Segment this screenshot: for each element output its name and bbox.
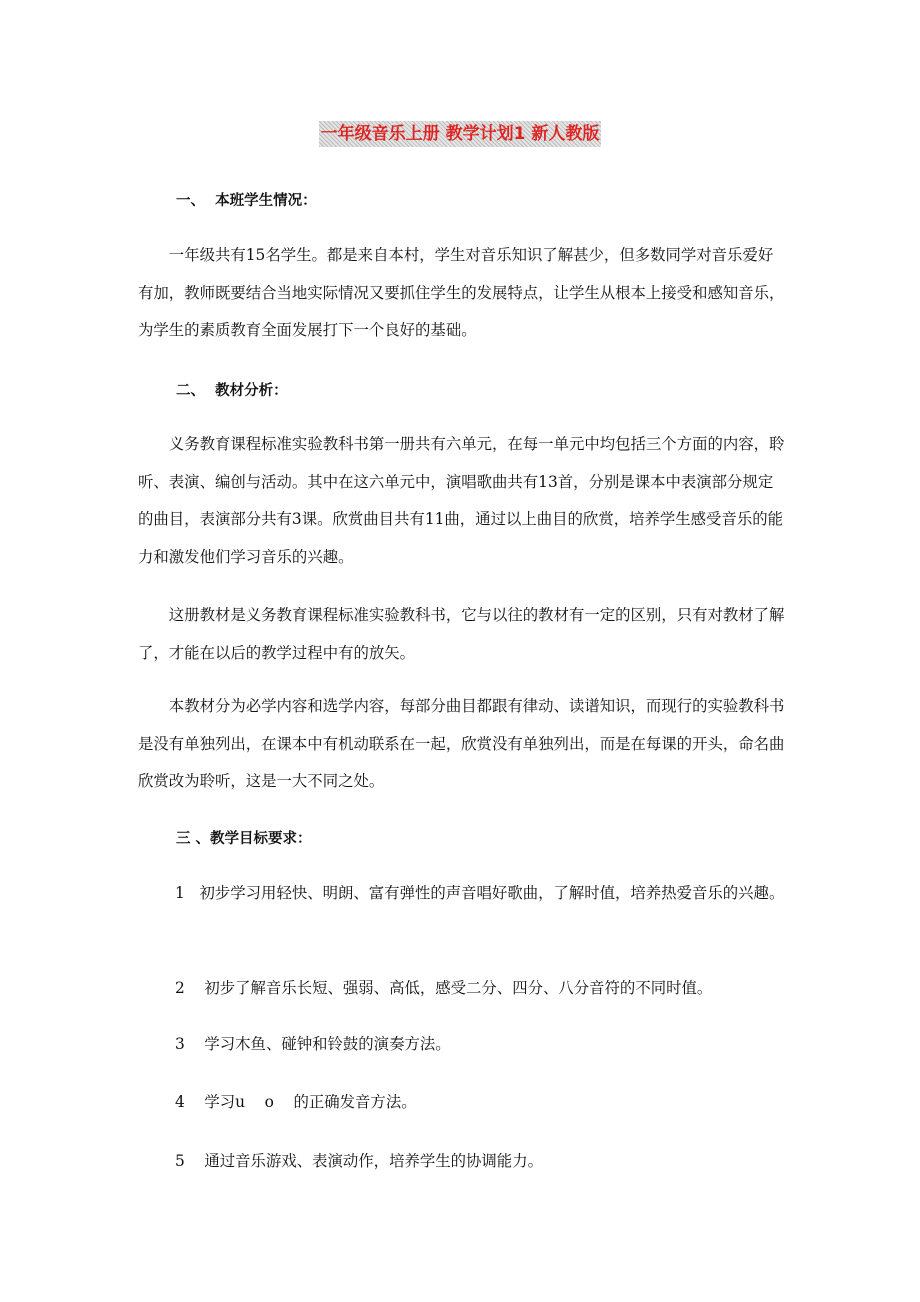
goal-item-5 bbox=[138, 1143, 788, 1181]
section-2-paragraph-1: 义务教育课程标准实验教科书第一册共有六单元，在每一单元中均包括三个方面的内容，聆听、表演、编创与活动。其中在这六单元中，演唱歌曲共有13首，分别是课本中表演部分规定的曲目，表演部分共有3课。欣赏曲目共有11曲，通过以上曲目的欣赏，培养学生感受音乐的能力和激发他们学习音乐的兴趣。 bbox=[138, 435, 785, 566]
goal-item-number: 4 bbox=[175, 1093, 185, 1111]
goal-item-number: 5 bbox=[175, 1152, 185, 1170]
section-2-paragraph-3: 本教材分为必学内容和选学内容，每部分曲目都跟有律动、读谱知识，而现行的实验教科书是没有单独列出，在课本中有机动联系在一起，欣赏没有单独列出，而是在每课的开头，命名曲欣赏改为聆听，这是一大不同之处。 bbox=[138, 697, 785, 790]
section-1-heading: 一、 本班学生情况： bbox=[176, 193, 317, 209]
title-block bbox=[0, 121, 920, 147]
goal-item-4 bbox=[138, 1084, 788, 1122]
goal-item-number: 1 bbox=[175, 884, 185, 902]
goal-item-2 bbox=[138, 970, 788, 1008]
goal-item-text: 通过音乐游戏、表演动作，培养学生的协调能力。 bbox=[204, 1152, 543, 1170]
section-3-heading: 三 、教学目标要求： bbox=[176, 831, 312, 847]
goal-item-text: 初步了解音乐长短、强弱、高低，感受二分、四分、八分音符的不同时值。 bbox=[204, 979, 713, 997]
goal-item-3 bbox=[138, 1026, 788, 1064]
section-1-paragraph-1: 一年级共有15名学生。都是来自本村，学生对音乐知识了解甚少，但多数同学对音乐爱好有加，教师既要结合当地实际情况又要抓住学生的发展特点，让学生从根本上接受和感知音乐，为学生的素质教育全面发展打下一个良好的基础。 bbox=[138, 246, 785, 339]
document-title: 一年级音乐上册 教学计划1 新人教版 bbox=[319, 121, 602, 147]
goal-item-number: 3 bbox=[175, 1035, 185, 1053]
goal-item-text: 学习木鱼、碰钟和铃鼓的演奏方法。 bbox=[204, 1035, 451, 1053]
goal-item-number: 2 bbox=[175, 979, 185, 997]
goal-item-1 bbox=[138, 875, 788, 913]
section-2-heading: 二、 教材分析： bbox=[176, 383, 288, 399]
goal-item-text: 学习u o 的正确发音方法。 bbox=[204, 1093, 417, 1111]
section-2-paragraph-2: 这册教材是义务教育课程标准实验教科书，它与以往的教材有一定的区别，只有对教材了解了，才能在以后的教学过程中有的放矢。 bbox=[138, 606, 785, 662]
goal-item-text: 初步学习用轻快、明朗、富有弹性的声音唱好歌曲，了解时值，培养热爱音乐的兴趣。 bbox=[199, 884, 785, 902]
